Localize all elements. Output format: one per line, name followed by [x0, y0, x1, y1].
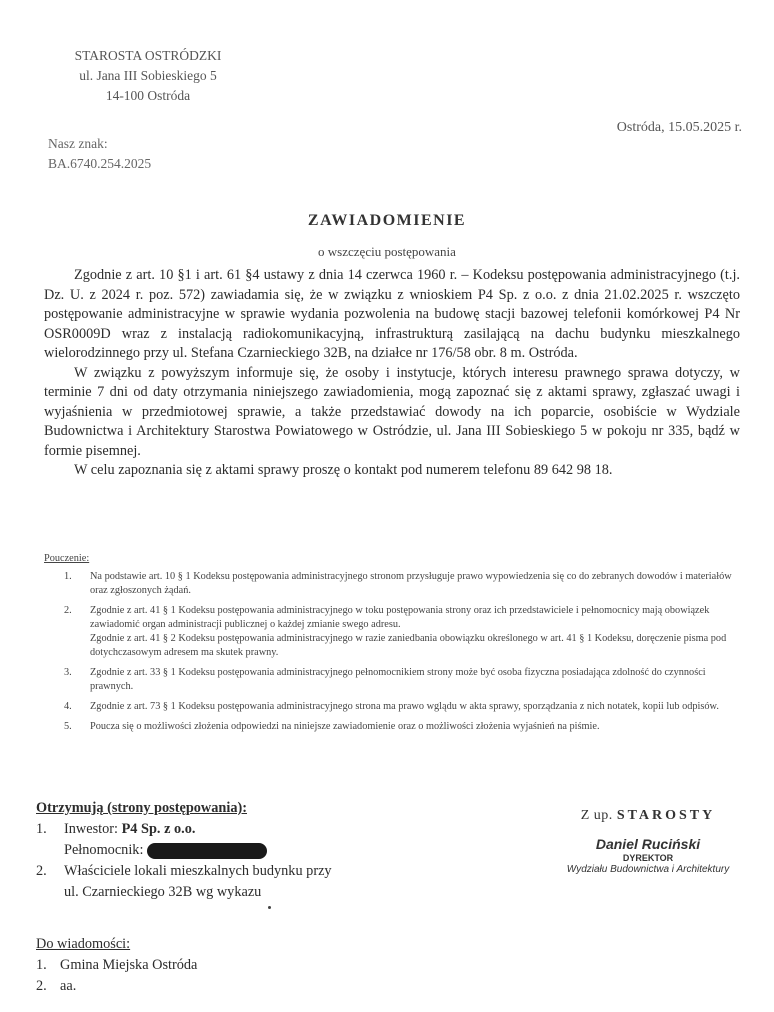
list-item-number: 3.: [64, 667, 72, 678]
signatory-role: DYREKTOR: [622, 853, 674, 863]
document-body: [44, 266, 740, 481]
list-item-text: Poucza się o możliwości złożenia odpowiedzi na niniejsze zawiadomienie oraz o możliwości złożenia wyjaśnień na piśmie.: [90, 721, 600, 732]
cc-number: 1.: [36, 957, 47, 973]
signature-block: [548, 808, 748, 875]
recipient-item: [36, 819, 396, 840]
list-item: [44, 666, 744, 694]
instructions-heading: Pouczenie:: [44, 553, 90, 564]
list-item: [44, 570, 744, 598]
signatory-name: Daniel Ruciński: [595, 836, 701, 852]
recipients-heading: Otrzymują (strony postępowania):: [36, 800, 247, 816]
reference-label: Nasz znak:: [48, 136, 108, 151]
recipient-subitem: [36, 840, 396, 861]
recipient-owners-line-2: ul. Czarnieckiego 32B wg wykazu: [64, 884, 262, 900]
list-item-text-continued: Zgodnie z art. 41 § 2 Kodeksu postępowania administracyjnego w razie zaniedbania obowiązku określonego w art. 41 § 1 Kodeksu, doręczenie pisma pod dotychczasowym adresem ma skutek prawny.: [90, 633, 727, 658]
issuer-street: ul. Jana III Sobieskiego 5: [79, 68, 217, 83]
attorney-label: Pełnomocnik:: [64, 842, 144, 858]
reference-number: BA.6740.254.2025: [48, 156, 152, 171]
signature-authority: [548, 808, 748, 824]
list-item-number: 2.: [64, 605, 72, 616]
issuer-name: STAROSTA OSTRÓDZKI: [74, 48, 222, 63]
body-paragraph-3: W celu zapoznania się z aktami sprawy proszę o kontakt pod numerem telefonu 89 642 98 18.: [74, 462, 613, 478]
issuer-header: [48, 46, 248, 106]
cc-number: 2.: [36, 978, 47, 994]
cc-heading: Do wiadomości:: [36, 936, 131, 952]
list-item-text: Zgodnie z art. 33 § 1 Kodeksu postępowania administracyjnego pełnomocnikiem strony może być osoba fizyczna posiadająca zdolność do czynności prawnych.: [90, 667, 706, 692]
cc-text: Gmina Miejska Ostróda: [60, 957, 198, 973]
list-item-text: Zgodnie z art. 41 § 1 Kodeksu postępowania administracyjnego w toku postępowania strony oraz ich przedstawiciele i pełnomocnicy mają obowiązek zawiadomić organ administracji publicznej o każdej zmianie swego adresu.: [90, 605, 710, 630]
recipient-owners-line-1: Właściciele lokali mieszkalnych budynku przy: [64, 863, 332, 879]
redaction-mark: [147, 843, 267, 859]
document-title: ZAWIADOMIENIE: [307, 212, 467, 229]
list-item-text: Na podstawie art. 10 § 1 Kodeksu postępowania administracyjnego stronom przysługuje prawo wypowiedzenia się co do zebranych dowodów i materiałów oraz zgłoszonych żądań.: [90, 571, 732, 596]
list-item-text: Zgodnie z art. 73 § 1 Kodeksu postępowania administracyjnego strona ma prawo wglądu w akta sprawy, sporządzania z nich notatek, kopii lub odpisów.: [90, 701, 719, 712]
instructions-list: [44, 570, 744, 734]
cc-item: [36, 976, 396, 997]
recipient-label: Inwestor:: [64, 821, 122, 837]
recipient-number: 2.: [36, 863, 47, 879]
cc-section: [36, 934, 396, 997]
issuer-city: 14-100 Ostróda: [105, 88, 191, 103]
signature-office: STAROSTY: [616, 808, 716, 823]
list-item-number: 1.: [64, 571, 72, 582]
list-item-number: 5.: [64, 721, 72, 732]
recipients-section: [36, 798, 396, 903]
list-item: [44, 700, 744, 714]
recipient-investor: P4 Sp. z o.o.: [121, 821, 196, 837]
list-item: [44, 604, 744, 660]
body-paragraph-2: W związku z powyższym informuje się, że osoby i instytucje, których interesu prawnego sprawa dotyczy, w terminie 7 dni od daty otrzymania niniejszego zawiadomienia, mogą zapoznać się z aktami sprawy, zgłaszać uwagi i wyjaśnienia w przedmiotowej sprawie, a także przedstawiać dowody na ich poparcie, osobiście w Wydziale Budownictwa i Architektury Starostwa Powiatowego w Ostródzie, ul. Jana III Sobieskiego 5 w pokoju nr 335, bądź w formie pisemnej.: [44, 364, 740, 459]
recipient-number: 1.: [36, 821, 47, 837]
list-item-number: 4.: [64, 701, 72, 712]
cc-item: [36, 955, 396, 976]
list-item: [44, 720, 744, 734]
document-subtitle: o wszczęciu postępowania: [318, 244, 456, 259]
body-paragraph-1: Zgodnie z art. 10 §1 i art. 61 §4 ustawy z dnia 14 czerwca 1960 r. – Kodeksu postępowania administracyjnego (t.j. Dz. U. z 2024 r. poz. 572) zawiadamia się, że w związku z wnioskiem P4 Sp. z o.o. z dnia 21.02.2025 r. wszczęto postępowanie administracyjne w sprawie wydania pozwolenia na budowę stacji bazowej telefonii komórkowej P4 Nr OSR0009D wraz z instalacją radiokomunikacyjną, infrastrukturą zasilającą na dachu budynku mieszkalnego wielorodzinnego przy ul. Stefana Czarnieckiego 32B, na działce nr 176/58 obr. 8 m. Ostróda.: [44, 267, 740, 361]
document-date: Ostróda, 15.05.2025 r.: [616, 120, 742, 135]
reference-block: [48, 134, 151, 174]
signature-prefix: Z up.: [580, 808, 617, 823]
instructions-section: [44, 552, 744, 740]
cc-text: aa.: [60, 978, 77, 994]
signatory-department: Wydziału Budownictwa i Architektury: [566, 864, 730, 875]
stray-dot: [268, 906, 271, 909]
recipient-item: [36, 861, 396, 903]
